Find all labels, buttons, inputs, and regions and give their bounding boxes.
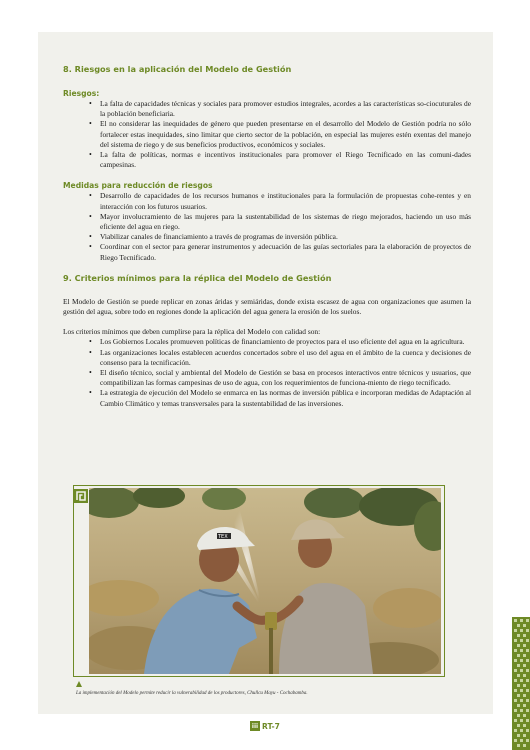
photo-caption: La implementación del Modelo permite reducir la vulnerabilidad de los productores, Chullcu Mayu - Cochabamba. — [76, 691, 308, 696]
list-item: • Las organizaciones locales establecen acuerdos concertados sobre el uso del agua en el ámbito de la cuenca y decisiones de consenso para la tecnificación. — [100, 348, 471, 368]
irrigation-photo — [89, 488, 441, 674]
list-item: • Mayor involucramiento de las mujeres para la sustentabilidad de los sistemas de riego mejorados, haciendo un uso más eficiente del agua en riego. — [100, 212, 471, 232]
measures-heading: Medidas para reducción de riesgos — [63, 181, 213, 191]
decorative-border-pattern — [512, 617, 530, 750]
list-item: • La falta de capacidades técnicas y sociales para promover estudios integrales, acordes a las características so-ciocuturales de la población beneficiaria. — [100, 99, 471, 119]
page-label: RT-7 — [262, 721, 280, 731]
list-item: • Viabilizar canales de financiamiento a través de programas de inversión pública. — [100, 232, 471, 242]
corner-ornament-icon — [74, 489, 88, 503]
risks-list — [63, 99, 471, 170]
criteria-lead: Los criterios mínimos que deben cumplirse para la réplica del Modelo con calidad son: — [63, 327, 321, 337]
list-item: • El no considerar las inequidades de género que pueden presentarse en el desarrollo del Modelo de Gestión podría no sólo fortalecer estas inequidades, sino limitar que cierto sector de la población, en especial las mujeres estén exentas del manejo del sistema de riego y de sus beneficios productivos, económicos y sociales. — [100, 119, 471, 150]
section-9-intro: El Modelo de Gestión se puede replicar en zonas áridas y semiáridas, donde exista escasez de agua con organizaciones que asumen la gestión del agua, sobre todo en regiones donde la aplicación del agua genera la erosión de los suelos. — [63, 296, 471, 317]
list-item: • Los Gobiernos Locales promueven políticas de financiamiento de proyectos para el uso eficiente del agua en la agricultura. — [100, 337, 471, 347]
risks-heading: Riesgos: — [63, 89, 100, 98]
cap-text: TEX — [218, 534, 228, 540]
page-number — [250, 720, 280, 732]
list-item: • La falta de políticas, normas e incentivos institucionales para promover el Riego Tecnificado en las comuni-dades campesinas. — [100, 150, 471, 170]
list-item: • El diseño técnico, social y ambiental del Modelo de Gestión se basa en procesos interactivos entre técnicos y usuarios, que compatibilizan las formas campesinas de uso de agua, con los requerimientos de funciona-miento de riego tecnificado. — [100, 368, 471, 388]
page-icon: iii — [251, 722, 259, 730]
measures-list — [63, 191, 471, 262]
section-9-title: 9. Criterios mínimos para la réplica del Modelo de Gestión — [63, 272, 332, 283]
page-content — [63, 64, 471, 409]
list-item: • Coordinar con el sector para generar instrumentos y adecuación de las guías sectoriales para la elaboración de proyectos de Riego Tecnificado. — [100, 242, 471, 262]
criteria-list — [63, 337, 471, 408]
list-item: • La estrategia de ejecución del Modelo se enmarca en las normas de inversión pública e incorporan medidas de Adaptación al Cambio Climático y temas transversales para la sustentabilidad de las inversiones. — [100, 388, 471, 408]
caption-marker-icon — [76, 681, 82, 687]
list-item: • Desarrollo de capacidades de los recursos humanos e institucionales para la formulación de propuestas cohe-rentes y en interacción con los futuros usuarios. — [100, 191, 471, 211]
section-8-title: 8. Riesgos en la aplicación del Modelo de Gestión — [63, 64, 292, 74]
